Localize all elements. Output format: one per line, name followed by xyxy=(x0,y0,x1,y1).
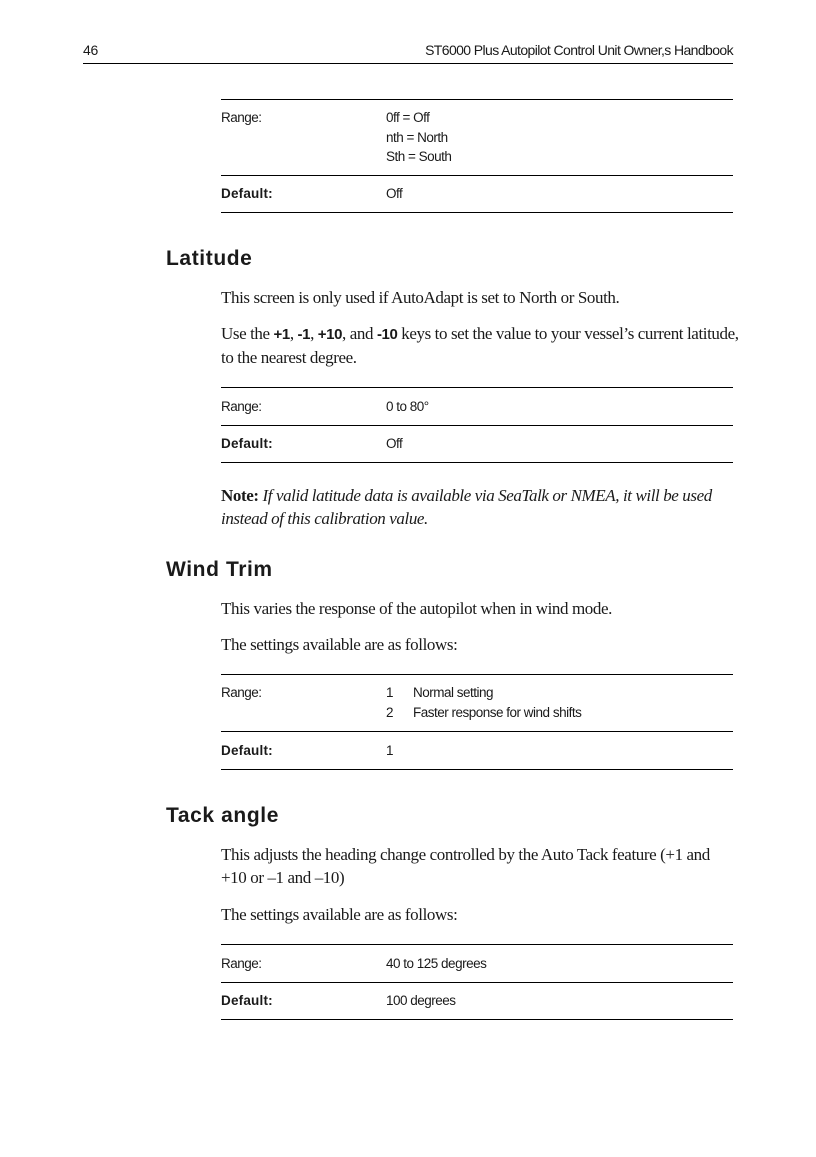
latitude-instructions: Use the +1, -1, +10, and -10 keys to set the value to your vessel’s current latitude, to the nearest degree. xyxy=(221,324,739,367)
range-value: 0ff = Off xyxy=(386,110,430,125)
table-rule xyxy=(221,387,733,388)
option-text: Normal setting xyxy=(413,685,494,700)
option-text: Faster response for wind shifts xyxy=(413,705,582,720)
note-text: If valid latitude data is available via SeaTalk or NMEA, it will be used instead of this calibration value. xyxy=(221,486,712,528)
table-rule xyxy=(221,212,733,213)
range-label: Range: xyxy=(221,956,262,971)
minus-one-key: -1 xyxy=(297,326,311,343)
plus-one-key: +1 xyxy=(273,326,290,343)
section-heading-wind-trim: Wind Trim xyxy=(166,558,273,581)
plus-ten-key: +10 xyxy=(317,326,343,343)
section-heading-tack-angle: Tack angle xyxy=(166,804,279,827)
default-label: Default: xyxy=(221,436,273,451)
default-label: Default: xyxy=(221,993,273,1008)
wind-trim-settings-intro: The settings available are as follows: xyxy=(221,635,458,654)
minus-ten-key: -10 xyxy=(376,326,398,343)
default-value: Off xyxy=(386,186,403,201)
default-value: 100 degrees xyxy=(386,993,456,1008)
tack-angle-intro: This adjusts the heading change controlled by the Auto Tack feature (+1 and +10 or –1 and –10) xyxy=(221,845,710,887)
table-rule xyxy=(221,731,733,732)
note-label: Note: xyxy=(221,486,259,505)
default-label: Default: xyxy=(221,186,273,201)
default-value: Off xyxy=(386,436,403,451)
range-value: Sth = South xyxy=(386,149,452,164)
page-header xyxy=(83,39,733,64)
tack-angle-settings-intro: The settings available are as follows: xyxy=(221,905,458,924)
default-value: 1 xyxy=(386,743,394,758)
table-rule xyxy=(221,944,733,945)
table-rule xyxy=(221,674,733,675)
range-value: 0 to 80° xyxy=(386,399,429,414)
table-rule xyxy=(221,175,733,176)
running-title: ST6000 Plus Autopilot Control Unit Owner,s Handbook xyxy=(425,42,733,58)
range-label: Range: xyxy=(221,685,262,700)
table-rule xyxy=(221,1019,733,1020)
range-label: Range: xyxy=(221,399,262,414)
range-value: 40 to 125 degrees xyxy=(386,956,487,971)
table-rule xyxy=(221,769,733,770)
table-rule xyxy=(221,99,733,100)
option-number: 2 xyxy=(386,705,394,720)
table-rule xyxy=(221,462,733,463)
range-value: nth = North xyxy=(386,129,448,145)
table-rule xyxy=(221,982,733,983)
latitude-note xyxy=(221,484,741,530)
page-number: 46 xyxy=(83,42,98,58)
range-label: Range: xyxy=(221,110,262,125)
wind-trim-intro: This varies the response of the autopilot when in wind mode. xyxy=(221,599,612,618)
table-rule xyxy=(221,425,733,426)
section-heading-latitude: Latitude xyxy=(166,247,253,270)
default-label: Default: xyxy=(221,743,273,758)
option-number: 1 xyxy=(386,685,394,700)
range-values xyxy=(386,108,451,167)
latitude-intro: This screen is only used if AutoAdapt is set to North or South. xyxy=(221,288,620,307)
